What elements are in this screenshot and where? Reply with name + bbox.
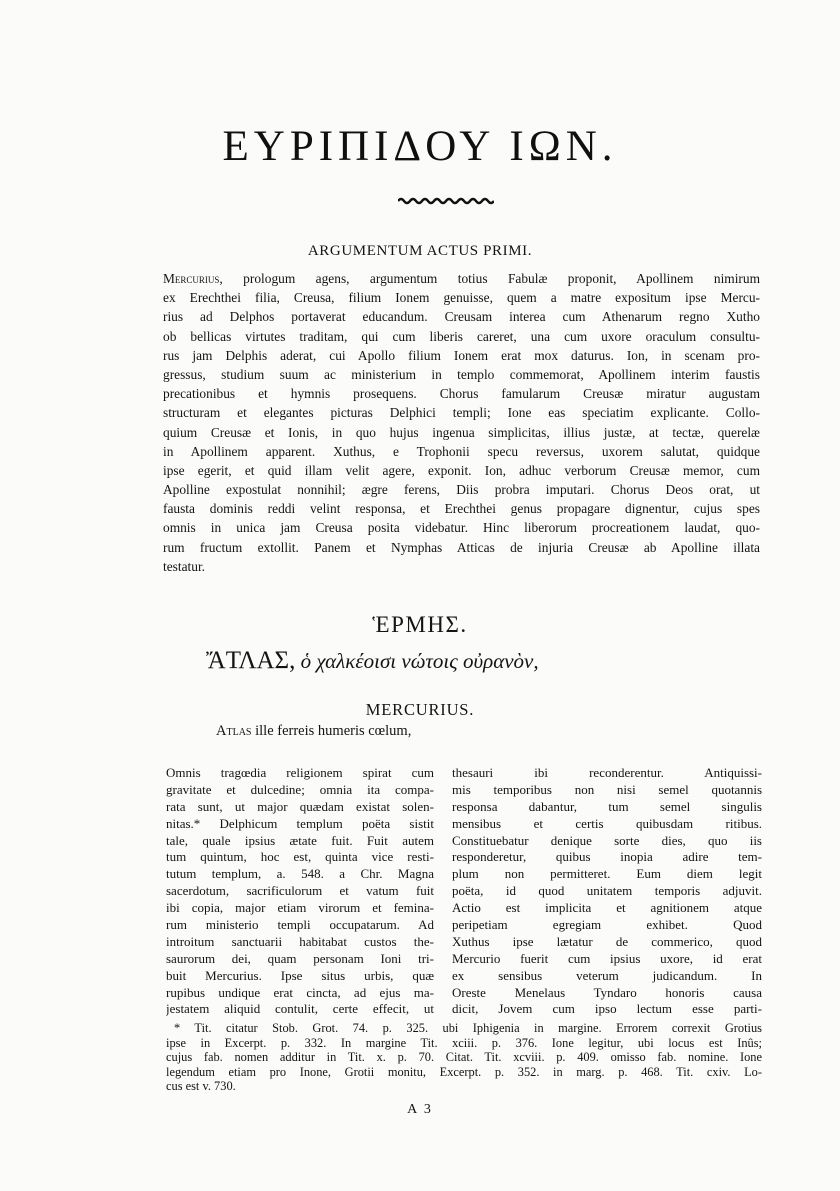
commentary-line: introitum sanctuarii habitabat custos the- <box>166 933 434 949</box>
argument-line: ipse egerit, et quid illam velit agere, exponit. Ion, adhuc verborum Creusæ memor, cum <box>163 462 760 478</box>
footnote-line: cujus fab. nomen additur in Tit. x. p. 70. Citat. Tit. xcviii. p. 409. omisso fab. nomine. Ione <box>166 1050 762 1065</box>
argument-line: fausta dominis reddi velint responsa, et Erechthei genus propagare dignentur, cujus spes <box>163 501 760 517</box>
commentary-line: tum quintum, hoc est, quinta vice resti- <box>166 849 434 865</box>
argument-line: omnis in unica jam Creusa posita videbatur. Hinc liberorum procreationem laudat, quo- <box>163 520 760 536</box>
commentary-line: Omnis tragœdia religionem spirat cum <box>166 765 434 780</box>
commentary-line: thesauri ibi reconderentur. Antiquissi- <box>452 765 762 780</box>
latin-verse-text: ille ferreis humeris cœlum, <box>251 723 412 739</box>
commentary-line: poëta, id quod unitatem temporis adjuvit. <box>452 883 762 899</box>
commentary-line: responsa dabantur, tum semel singulis <box>452 798 762 814</box>
commentary-line: dicit, Jovem cum ipso lectum esse parti- <box>452 1001 762 1017</box>
commentary-line: Constituebatur denique sorte dies, quo iis <box>452 832 762 848</box>
argument-line: Mercurius, prologum agens, argumentum totius Fabulæ proponit, Apollinem nimirum <box>163 271 760 286</box>
argument-paragraph <box>163 269 760 576</box>
latin-speaker-name: MERCURIUS. <box>365 700 475 719</box>
commentary-line: saurorum dei, quam personam Ioni tri- <box>166 950 434 966</box>
argument-line: ob bellicas virtutes traditam, qui cum liberis careret, una cum uxore oraculum consultu- <box>163 328 760 344</box>
commentary-line: rata sunt, ut major quædam existat solen- <box>166 798 434 814</box>
commentary-line: tutum templum, a. 548. a Chr. Magna <box>166 866 434 882</box>
argument-line: testatur. <box>163 558 206 574</box>
commentary-left-column <box>166 765 434 1018</box>
play-title: ΕΥΡΙΠΙΔΟΥ ΙΩΝ. <box>222 123 618 170</box>
footnote-line: * Tit. citatur Stob. Grot. 74. p. 325. ubi Iphigenia in margine. Errorem correxit Grotius <box>174 1021 762 1035</box>
commentary-line: ex sensibus veterum judicandum. In <box>452 967 762 983</box>
argument-line: rum fructum extollit. Panem et Nymphas Atticas de injuria Creusæ ab Apolline illata <box>163 539 760 555</box>
commentary-line: jestatem aliquid contulit, certe effecit, ut <box>166 1001 434 1017</box>
argument-line: precationibus et hymnis prosequens. Chorus famularum Creusæ miratur augustam <box>163 386 760 402</box>
greek-verse-initial: ἌΤΛΑΣ, <box>206 647 296 674</box>
ornament-rule <box>398 196 494 206</box>
latin-verse-line <box>216 722 411 740</box>
commentary-line: sacerdotum, sacrificulorum et vatum fuit <box>166 883 434 899</box>
commentary-line: responderetur, quibus inopia adire tem- <box>452 849 762 865</box>
argument-line: structuram et elegantes picturas Delphici templi; Ione eas speciatim explicante. Collo- <box>163 405 760 421</box>
commentary-line: rupibus undique erat cincta, ad ejus ma- <box>166 984 434 1000</box>
commentary-line: plum non permitteret. Eum diem legit <box>452 866 762 882</box>
commentary-line: gravitate et dulcedine; omnia ita compa- <box>166 781 434 797</box>
commentary-line: rum ministerio templi occupatarum. Ad <box>166 917 434 933</box>
argument-line: in Apollinem apparent. Xuthus, e Trophonii specu reversus, uxorem salutat, quidque <box>163 443 760 459</box>
commentary-line: Mercurio fuerit cum ipsius uxore, id erat <box>452 950 762 966</box>
commentary-line: ibi copia, major etiam virorum et femina- <box>166 900 434 916</box>
commentary-line: mis temporibus non nisi semel quotannis <box>452 781 762 797</box>
signature-mark: A 3 <box>407 1102 433 1117</box>
footnote <box>166 1021 762 1094</box>
latin-verse-initial: Atlas <box>216 723 252 739</box>
argument-line: ex Erechthei filia, Creusa, filium Ionem genuisse, quem a matre expositum ipse Mercu- <box>163 290 760 306</box>
commentary-line: peripetiam egregiam exhibet. Quod <box>452 917 762 933</box>
commentary-line: buit Mercurius. Ipse situs urbis, quæ <box>166 967 434 983</box>
footnote-line: legendum etiam pro Inone, Grotii monitu, Excerpt. p. 352. in marg. p. 468. Tit. cxiv. Lo- <box>166 1064 762 1079</box>
greek-speaker-name: ἙΡΜΗΣ. <box>372 612 468 637</box>
argument-heading: ARGUMENTUM ACTUS PRIMI. <box>307 243 533 259</box>
argument-line: quium Creusæ et Ionis, in quo hujus ingenua simplicitas, illius justæ, at tectæ, querelæ <box>163 424 760 440</box>
argument-first-word: Mercurius <box>163 271 220 286</box>
argument-line: Apolline expostulat nonnihil; ægre ferens, Diis probra imputari. Chorus Deos orat, ut <box>163 482 760 498</box>
commentary-line: Xuthus ipse lætatur de commerico, quod <box>452 933 762 949</box>
argument-line: rius ad Delphos portaverat educandum. Creusam interea cum Athenarum regno Xutho <box>163 309 760 325</box>
commentary-line: Oreste Menelaus Tyndaro honoris causa <box>452 984 762 1000</box>
footnote-line: cus est v. 730. <box>166 1079 236 1094</box>
argument-line: gressus, studium suum ac ministerium in templo commemorat, Apollinem interim faustis <box>163 366 760 382</box>
argument-line: rus jam Delphis aderat, cui Apollo filium Ionem erat mox daturus. Ion, in scenam pro- <box>163 347 760 363</box>
commentary-line: nitas.* Delphicum templum poëta sistit <box>166 815 434 831</box>
footnote-line: ipse in Excerpt. p. 332. In margine Tit. xciii. p. 376. Ione legitur, ubi locus est Inûs; <box>166 1035 762 1050</box>
commentary-line: mensibus et certis quibusdam ritibus. <box>452 815 762 831</box>
commentary-line: Actio est implicita et agnitionem atque <box>452 900 762 916</box>
commentary-right-column <box>452 765 762 1018</box>
greek-verse-line <box>206 646 726 676</box>
greek-verse-text: ὁ χαλκέοισι νώτοις οὐρανὸν, <box>295 649 539 673</box>
commentary-line: tale, quale ipsius ætate fuit. Fuit autem <box>166 832 434 848</box>
